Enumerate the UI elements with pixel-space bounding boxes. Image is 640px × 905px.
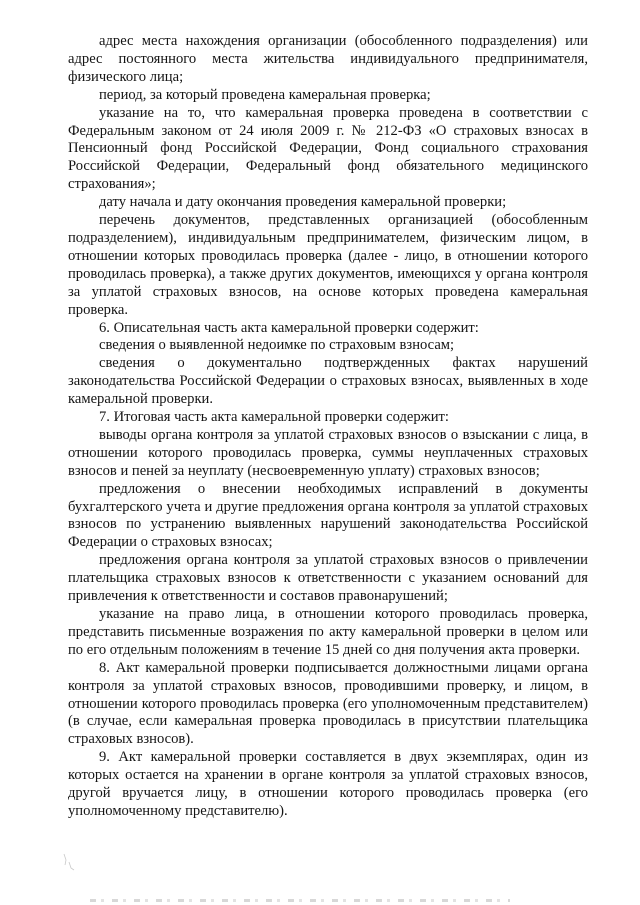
scan-edge-noise xyxy=(90,899,510,902)
paragraph-dates: дату начала и дату окончания проведения камеральной проверки; xyxy=(99,194,507,211)
paragraph-documents-list: перечень документов, представленных организацией (обособленным подразделением), индивидуальным предпринимателем, физическим лицом, в отношении которых проводилась проверка (далее - лицо, в отношении которого проводилась проверка), а также других документов, имеющихся у органа контроля за уплатой страховых взносов, на основе которых проведена камеральная проверка. xyxy=(68,212,588,318)
section-8-paragraph: 8. Акт камеральной проверки подписывается должностными лицами органа контроля за уплатой страховых взносов, проводившими проверку, и лицом, в отношении которого проводилась проверка (его уполномоченным представителем) (в случае, если камеральная проверка проводилась в присутствии плательщика страховых взносов). xyxy=(68,659,588,748)
paragraph-corrections: предложения о внесении необходимых исправлений в документы бухгалтерского учета и другие предложения органа контроля за уплатой страховых взносов по устранению выявленных нарушений законодательства Российской Федерации о страховых взносах; xyxy=(68,480,588,551)
section-6-heading: 6. Описательная часть акта камеральной проверки содержит: xyxy=(99,319,479,336)
paragraph-violations: сведения о документально подтвержденных фактах нарушений законодательства Российской Федерации о страховых взносах, выявленных в ходе камеральной проверки. xyxy=(68,355,588,408)
paragraph-period: период, за который проведена камеральная проверка; xyxy=(99,86,431,103)
paragraph-liability: предложения органа контроля за уплатой страховых взносов о привлечении плательщика страховых взносов к ответственности с указанием оснований для привлечения к ответственности и составов правонарушений; xyxy=(68,552,588,605)
paragraph-address: адрес места нахождения организации (обособленного подразделения) или адрес постоянного места жительства индивидуального предпринимателя, физического лица; xyxy=(68,33,588,85)
paragraph-conclusions: выводы органа контроля за уплатой страховых взносов о взыскании с лица, в отношении которого проводилась проверка, суммы неуплаченных страховых взносов и пеней за неуплату (несвоевременную уплату) страховых взносов; xyxy=(68,426,588,479)
section-9-paragraph: 9. Акт камеральной проверки составляется в двух экземплярах, один из которых остается на хранении в органе контроля за уплатой страховых взносов, другой вручается лицу, в отношении которого проводилась проверка (его уполномоченному представителю). xyxy=(68,749,588,819)
section-7-heading: 7. Итоговая часть акта камеральной проверки содержит: xyxy=(99,409,449,426)
paragraph-arrears: сведения о выявленной недоимке по страховым взносам; xyxy=(99,337,455,354)
scan-artifact-mark xyxy=(62,852,76,872)
document-page xyxy=(68,33,588,821)
paragraph-objections: указание на право лица, в отношении которого проводилась проверка, представить письменные возражения по акту камеральной проверки в целом или по его отдельным положениям в течение 15 дней со дня получения акта проверки. xyxy=(68,606,588,658)
paragraph-law-reference: указание на то, что камеральная проверка проведена в соответствии с Федеральным законом от 24 июля 2009 г. № 212-ФЗ «О страховых взносах в Пенсионный фонд Российской Федерации, Фонд социального страхования Российской Федерации, Федеральный фонд обязательного медицинского страхования»; xyxy=(68,104,588,193)
